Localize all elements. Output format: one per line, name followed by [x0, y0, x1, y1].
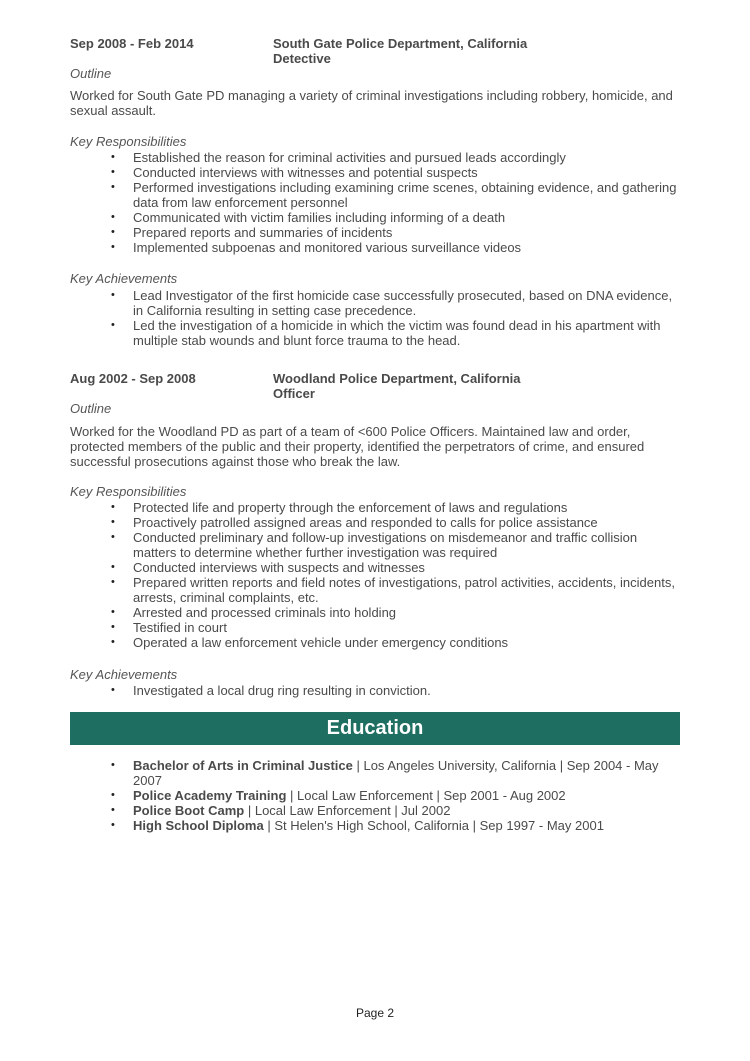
education-detail: | Local Law Enforcement | Jul 2002	[244, 803, 451, 818]
list-item: • Proactively patrolled assigned areas and responded to calls for police assistance	[133, 515, 680, 530]
job-employer-block	[273, 371, 521, 401]
education-heading: Education	[70, 712, 680, 745]
list-item: • Communicated with victim families including informing of a death	[133, 210, 680, 225]
job-outline: Worked for South Gate PD managing a variety of criminal investigations including robbery, homicide, and sexual assault.	[70, 88, 673, 118]
education-detail: | St Helen's High School, California | Sep 1997 - May 2001	[263, 818, 604, 833]
list-item: • Conducted interviews with suspects and witnesses	[133, 560, 680, 575]
job-outline: Worked for the Woodland PD as part of a team of <600 Police Officers. Maintained law and order, protected members of the public and their property, identified the perpetrators of crime, and ensured successful prosecutions against those who break the law.	[70, 424, 645, 469]
job-dates: Aug 2002 - Sep 2008	[70, 371, 196, 386]
job-title: Officer	[273, 386, 315, 401]
job-dates: Sep 2008 - Feb 2014	[70, 36, 194, 51]
list-item: • Prepared written reports and field notes of investigations, patrol activities, accidents, incidents, arrests, criminal complaints, etc.	[133, 575, 680, 605]
education-item	[133, 818, 680, 833]
education-detail: | Local Law Enforcement | Sep 2001 - Aug 2002	[286, 788, 566, 803]
education-title: Bachelor of Arts in Criminal Justice	[133, 758, 353, 773]
education-title: Police Boot Camp	[133, 803, 245, 818]
job-responsibilities-label: Key Responsibilities	[70, 484, 187, 499]
list-item: • Prepared reports and summaries of incidents	[133, 225, 680, 240]
list-item: • Led the investigation of a homicide in which the victim was found dead in his apartment with multiple stab wounds and blunt force trauma to the head.	[133, 318, 680, 348]
list-item: • Investigated a local drug ring resulting in conviction.	[133, 683, 680, 698]
job-outline-label: Outline	[70, 66, 112, 81]
education-list	[70, 758, 680, 833]
education-detail: | Los Angeles University, California | Sep 2004 - May 2007	[133, 758, 659, 788]
list-item: • Established the reason for criminal activities and pursued leads accordingly	[133, 150, 680, 165]
page-number: Page 2	[355, 1006, 395, 1020]
job-title: Detective	[273, 51, 331, 66]
job-entry	[70, 36, 680, 68]
job-employer: Woodland Police Department, California	[273, 371, 521, 386]
education-item	[133, 803, 680, 818]
job-employer: South Gate Police Department, California	[273, 36, 528, 51]
job-achievements-list	[70, 288, 680, 348]
list-item: • Testified in court	[133, 620, 680, 635]
education-title: Police Academy Training	[133, 788, 287, 803]
job-responsibilities-list	[70, 500, 680, 650]
list-item: • Performed investigations including examining crime scenes, obtaining evidence, and gathering data from law enforcement personnel	[133, 180, 680, 210]
education-item	[133, 788, 680, 803]
education-title: High School Diploma	[133, 818, 264, 833]
list-item: • Conducted interviews with witnesses and potential suspects	[133, 165, 680, 180]
job-outline-label: Outline	[70, 401, 112, 416]
job-achievements-label: Key Achievements	[70, 271, 178, 286]
job-entry	[70, 371, 680, 403]
list-item: • Lead Investigator of the first homicide case successfully prosecuted, based on DNA evidence, in California resulting in setting case precedence.	[133, 288, 680, 318]
education-items	[70, 758, 680, 833]
list-item: • Protected life and property through the enforcement of laws and regulations	[133, 500, 680, 515]
job-responsibilities-list	[70, 150, 680, 255]
job-header	[70, 36, 680, 68]
job-header	[70, 371, 680, 403]
list-item: • Operated a law enforcement vehicle under emergency conditions	[133, 635, 680, 650]
job-achievements-label: Key Achievements	[70, 667, 178, 682]
list-item: • Arrested and processed criminals into holding	[133, 605, 680, 620]
job-employer-block	[273, 36, 527, 66]
job-achievements-list	[70, 683, 680, 698]
job-responsibilities-label: Key Responsibilities	[70, 134, 187, 149]
list-item: • Conducted preliminary and follow-up investigations on misdemeanor and traffic collision matters to determine whether further investigation was required	[133, 530, 680, 560]
education-item	[133, 758, 680, 788]
list-item: • Implemented subpoenas and monitored various surveillance videos	[133, 240, 680, 255]
